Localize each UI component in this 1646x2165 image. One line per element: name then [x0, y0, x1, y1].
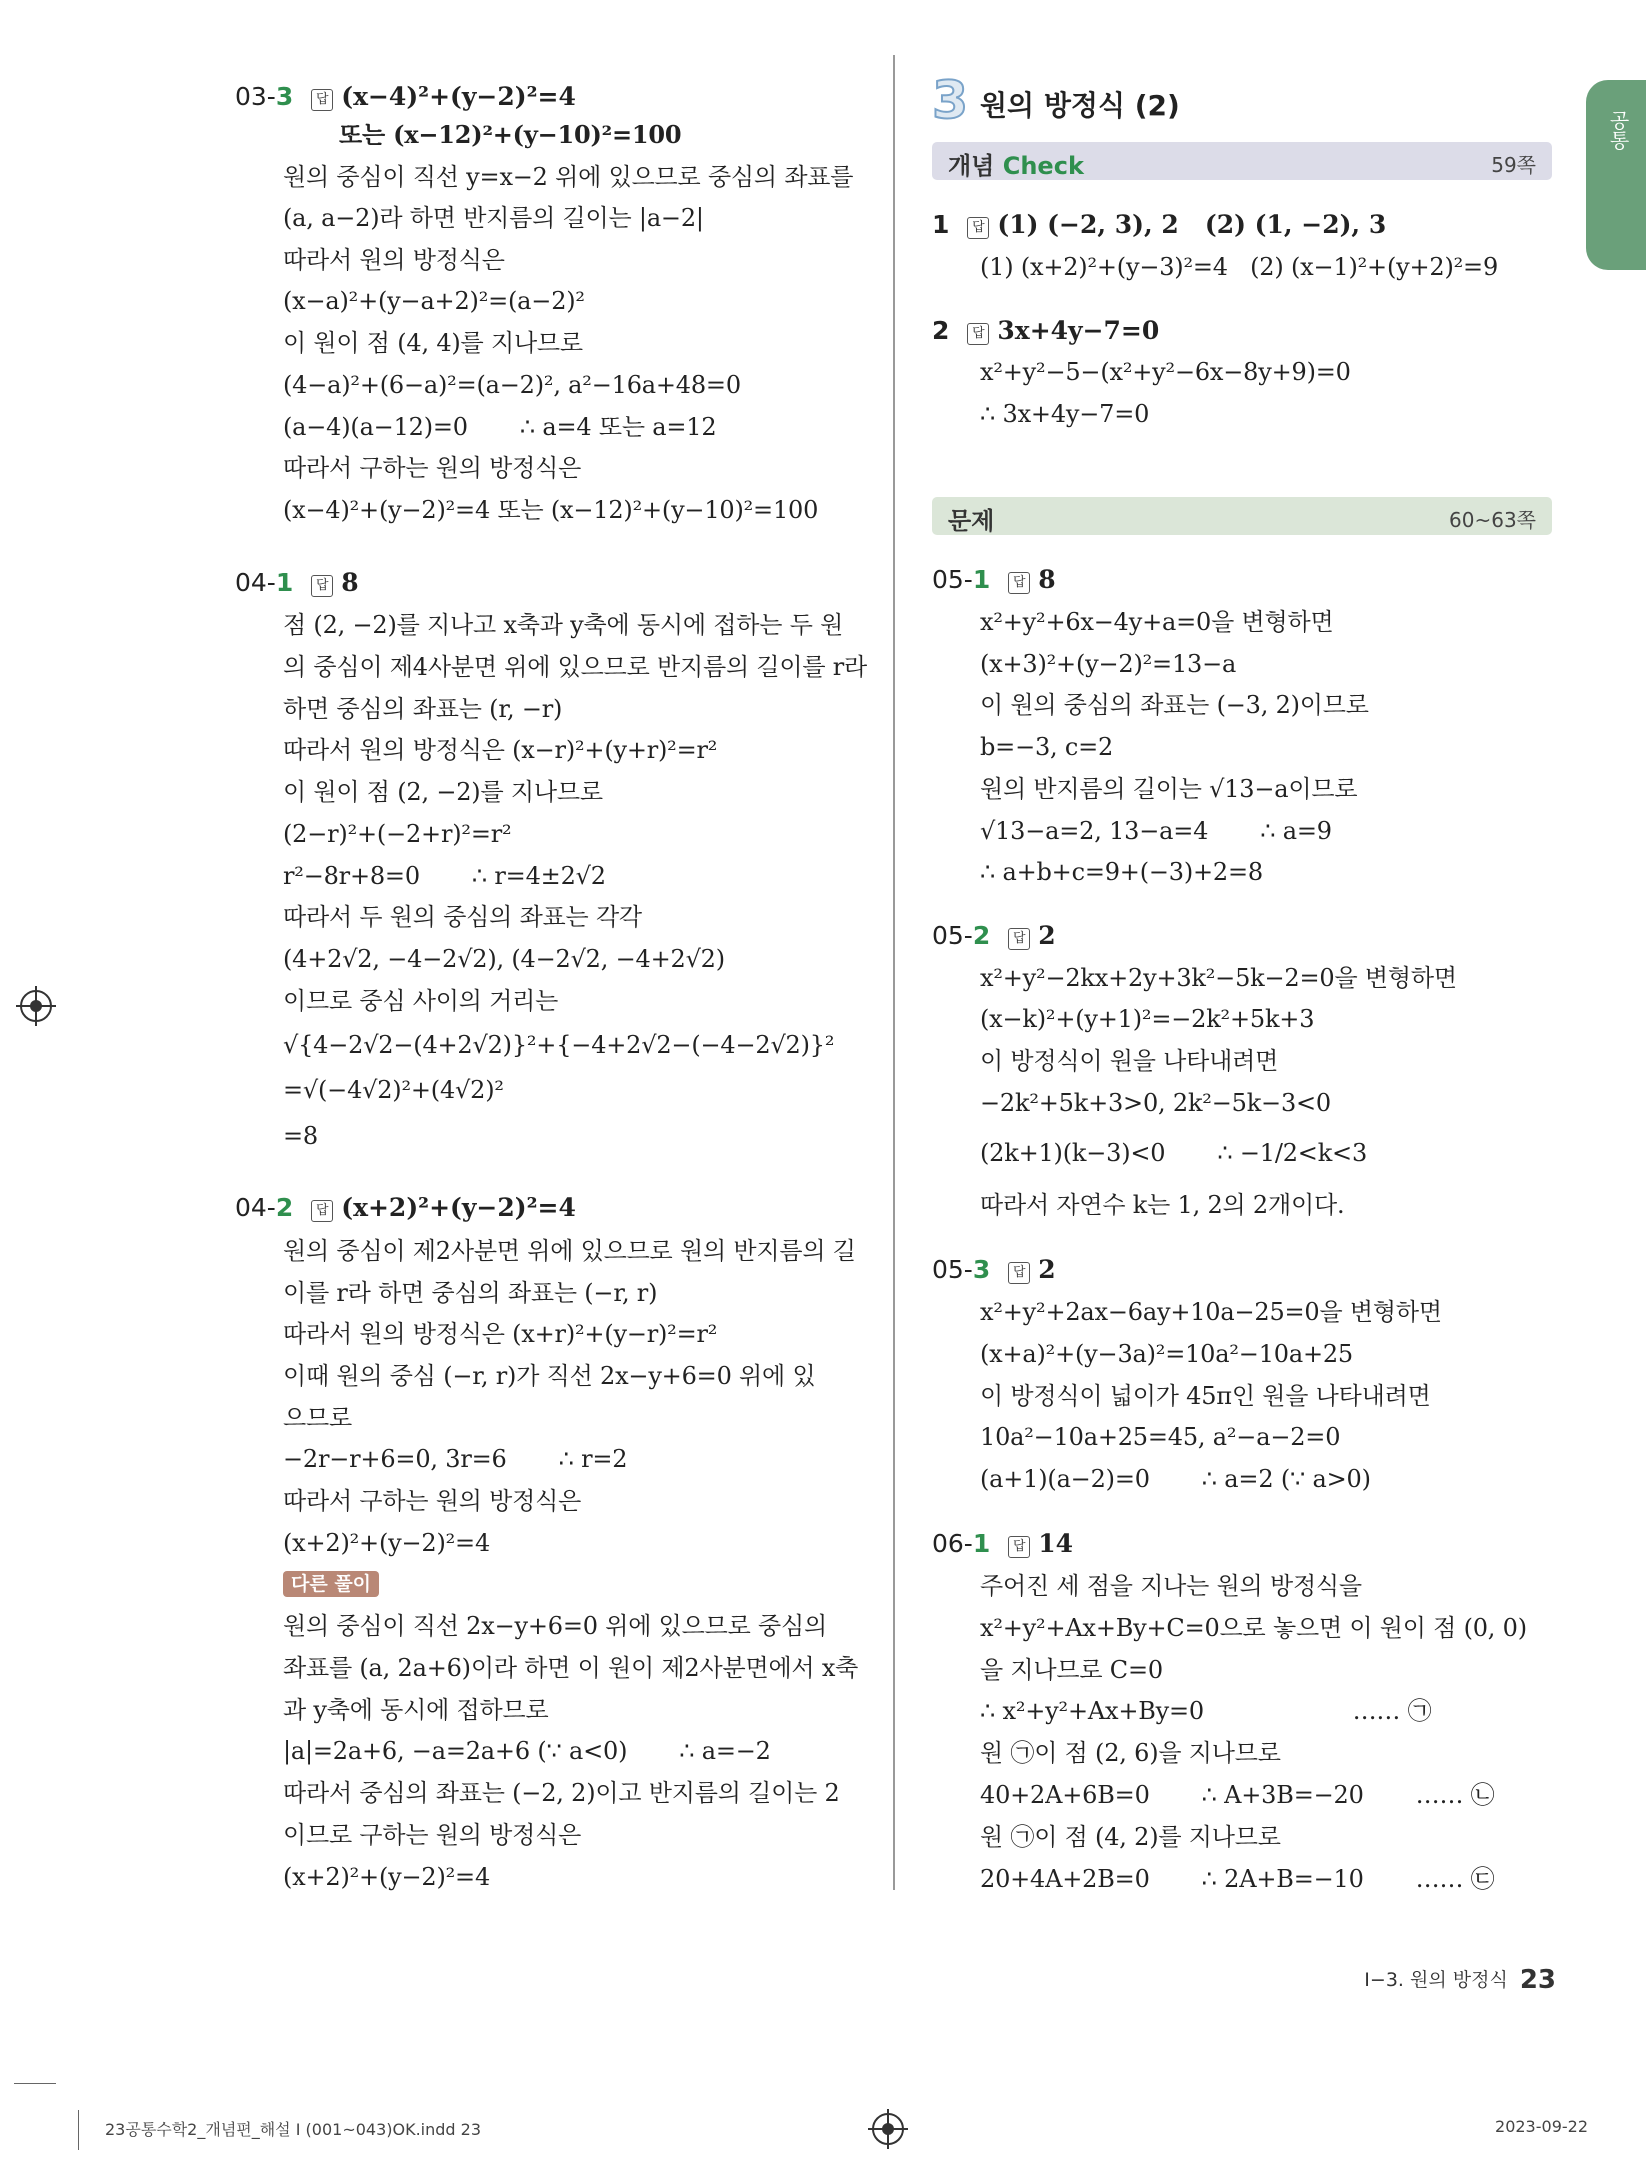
answer-text: (1) (−2, 3), 2 (2) (1, −2), 3 [997, 210, 1387, 239]
solution-line: 따라서 두 원의 중심의 좌표는 각각 [283, 903, 642, 931]
print-date: 2023-09-22 [1495, 2117, 1588, 2136]
answer-text: 8 [341, 568, 359, 597]
solution-line: 원 ㉠이 점 (2, 6)을 지나므로 [980, 1739, 1281, 1767]
solution-line: 과 y축에 동시에 접하므로 [283, 1696, 549, 1724]
answer-text: (x+2)²+(y−2)²=4 [341, 1193, 576, 1222]
answer-mark-icon: 답 [967, 323, 989, 345]
solution-line: 따라서 원의 방정식은 (x−r)²+(y+r)²=r² [283, 736, 718, 764]
solution-line: 하면 중심의 좌표는 (r, −r) [283, 695, 563, 723]
solution-line: x²+y²+6x−4y+a=0을 변형하면 [980, 608, 1334, 636]
solution-line: 이므로 중심 사이의 거리는 [283, 987, 559, 1015]
solution-line: x²+y²+2ax−6ay+10a−25=0을 변형하면 [980, 1298, 1442, 1326]
problem-label-05-3: 05-3 답 2 [932, 1255, 1056, 1284]
solution-line: 이 방정식이 원을 나타내려면 [980, 1047, 1279, 1075]
solution-line: 이므로 구하는 원의 방정식은 [283, 1821, 582, 1849]
section-title: 원의 방정식 (2) [980, 89, 1180, 122]
answer-mark-icon: 답 [1008, 928, 1030, 950]
chapter-side-tab: 공통 [1586, 80, 1646, 270]
solution-line: 주어진 세 점을 지나는 원의 방정식을 [980, 1572, 1362, 1600]
solution-line: 을 지나므로 C=0 [980, 1656, 1163, 1684]
solution-line: 으므로 [283, 1404, 352, 1432]
solution-line: 따라서 구하는 원의 방정식은 [283, 1487, 582, 1515]
footer-chapter: I−3. 원의 방정식 [1364, 1969, 1508, 1991]
solution-line: 원 ㉠이 점 (4, 2)를 지나므로 [980, 1823, 1281, 1851]
solution-line: 따라서 원의 방정식은 [283, 246, 505, 274]
solution-line: ∴ a+b+c=9+(−3)+2=8 [980, 858, 1263, 886]
solution-line: |a|=2a+6, −a=2a+6 (∵ a<0) ∴ a=−2 [283, 1737, 771, 1765]
solution-line: (2−r)²+(−2+r)²=r² [283, 820, 512, 848]
solution-line: (x+3)²+(y−2)²=13−a [980, 650, 1237, 678]
column-divider [893, 55, 895, 1890]
solution-line: 따라서 자연수 k는 1, 2의 2개이다. [980, 1191, 1345, 1219]
answer-text: 3x+4y−7=0 [997, 316, 1160, 345]
solution-line: (x+2)²+(y−2)²=4 [283, 1863, 491, 1891]
check-label-2: 2 답 3x+4y−7=0 [932, 316, 1160, 345]
solution-line: (x+a)²+(y−3a)²=10a²−10a+25 [980, 1340, 1353, 1368]
problem-label-04-2: 04-2 답 (x+2)²+(y−2)²=4 [235, 1193, 576, 1222]
solution-line: (4+2√2, −4−2√2), (4−2√2, −4+2√2) [283, 945, 725, 973]
solution-line: (4−a)²+(6−a)²=(a−2)², a²−16a+48=0 [283, 371, 741, 399]
answer-text: 2 [1038, 921, 1056, 950]
band-label: 문제 [948, 507, 995, 535]
concept-check-band [932, 142, 1552, 180]
problem-label-04-1: 04-1 답 8 [235, 568, 359, 597]
print-filename: 23공통수학2_개념편_해설 I (001~043)OK.indd 23 [105, 2120, 482, 2139]
check-label-1: 1 답 (1) (−2, 3), 2 (2) (1, −2), 3 [932, 210, 1387, 239]
answer-mark-icon: 답 [1008, 1262, 1030, 1284]
print-trim-line [14, 2083, 56, 2084]
solution-line: √{4−2√2−(4+2√2)}²+{−4+2√2−(−4−2√2)}² [283, 1031, 835, 1059]
problem-label-05-1: 05-1 답 8 [932, 565, 1056, 594]
solution-line: (a+1)(a−2)=0 ∴ a=2 (∵ a>0) [980, 1465, 1371, 1493]
solution-line: 이 원이 점 (4, 4)를 지나므로 [283, 329, 583, 357]
solution-line: (2k+1)(k−3)<0 ∴ −1/2<k<3 [980, 1139, 1368, 1167]
problem-label-03-3: 03-3 답 (x−4)²+(y−2)²=4 [235, 82, 576, 111]
solution-line: x²+y²−5−(x²+y²−6x−8y+9)=0 [980, 358, 1351, 386]
solution-line: 이 방정식이 넓이가 45π인 원을 나타내려면 [980, 1382, 1431, 1410]
solution-line: 점 (2, −2)를 지나고 x축과 y축에 동시에 접하는 두 원 [283, 611, 844, 639]
solution-line: x²+y²−2kx+2y+3k²−5k−2=0을 변형하면 [980, 964, 1457, 992]
page-footer [1364, 1965, 1556, 1995]
answer-mark-icon: 답 [311, 89, 333, 111]
solution-line: (x−a)²+(y−a+2)²=(a−2)² [283, 287, 585, 315]
solution-line: −2k²+5k+3>0, 2k²−5k−3<0 [980, 1089, 1331, 1117]
solution-line: (x−4)²+(y−2)²=4 또는 (x−12)²+(y−10)²=100 [283, 496, 819, 524]
page-number: 23 [1519, 1965, 1556, 1995]
solution-line: √13−a=2, 13−a=4 ∴ a=9 [980, 817, 1332, 845]
answer-text: 2 [1038, 1255, 1056, 1284]
solution-line: 원의 중심이 직선 2x−y+6=0 위에 있으므로 중심의 [283, 1612, 827, 1640]
answer-text: 14 [1038, 1529, 1074, 1558]
solution-line: 이 원이 점 (2, −2)를 지나므로 [283, 778, 603, 806]
problem-band [932, 497, 1552, 535]
answer-text: (x−4)²+(y−2)²=4 [341, 82, 576, 111]
answer-text: 8 [1038, 565, 1056, 594]
solution-line: −2r−r+6=0, 3r=6 ∴ r=2 [283, 1445, 628, 1473]
band-page: 59쪽 [1491, 153, 1536, 177]
problem-label-05-2: 05-2 답 2 [932, 921, 1056, 950]
solution-line: 의 중심이 제4사분면 위에 있으므로 반지름의 길이를 r라 [283, 653, 867, 681]
solution-line: 원의 반지름의 길이는 √13−a이므로 [980, 775, 1358, 803]
solution-line: 이를 r라 하면 중심의 좌표는 (−r, r) [283, 1279, 658, 1307]
answer-mark-icon: 답 [967, 217, 989, 239]
alt-solution-tag: 다른 풀이 [283, 1571, 379, 1597]
registration-mark-icon [872, 2113, 904, 2145]
solution-line: 원의 중심이 제2사분면 위에 있으므로 원의 반지름의 길 [283, 1237, 856, 1265]
solution-line: ∴ 3x+4y−7=0 [980, 400, 1150, 428]
solution-line: ∴ x²+y²+Ax+By=0 …… ㉠ [980, 1697, 1432, 1725]
band-page: 60~63쪽 [1449, 508, 1536, 532]
solution-line: (a−4)(a−12)=0 ∴ a=4 또는 a=12 [283, 413, 717, 441]
problem-label-06-1: 06-1 답 14 [932, 1529, 1074, 1558]
solution-line: 40+2A+6B=0 ∴ A+3B=−20 …… ㉡ [980, 1781, 1495, 1809]
answer-text-2: 또는 (x−12)²+(y−10)²=100 [339, 120, 682, 149]
solution-line: (x−k)²+(y+1)²=−2k²+5k+3 [980, 1005, 1315, 1033]
solution-line: 원의 중심이 직선 y=x−2 위에 있으므로 중심의 좌표를 [283, 163, 854, 191]
solution-line: 좌표를 (a, 2a+6)이라 하면 이 원이 제2사분면에서 x축 [283, 1654, 859, 1682]
band-label-check: Check [1002, 152, 1084, 180]
print-trim-line [78, 2110, 79, 2150]
solution-line: 따라서 중심의 좌표는 (−2, 2)이고 반지름의 길이는 2 [283, 1779, 840, 1807]
solution-line: 10a²−10a+25=45, a²−a−2=0 [980, 1423, 1341, 1451]
solution-line: 이때 원의 중심 (−r, r)가 직선 2x−y+6=0 위에 있 [283, 1362, 816, 1390]
solution-line: b=−3, c=2 [980, 733, 1114, 761]
solution-line: x²+y²+Ax+By+C=0으로 놓으면 이 원이 점 (0, 0) [980, 1614, 1527, 1642]
registration-mark-icon [20, 990, 52, 1022]
answer-mark-icon: 답 [1008, 1536, 1030, 1558]
solution-line: 20+4A+2B=0 ∴ 2A+B=−10 …… ㉢ [980, 1865, 1495, 1893]
answer-mark-icon: 답 [1008, 572, 1030, 594]
solution-line: =√(−4√2)²+(4√2)² [283, 1076, 504, 1104]
solution-line: (1) (x+2)²+(y−3)²=4 (2) (x−1)²+(y+2)²=9 [980, 253, 1499, 281]
section-number: 3 [932, 71, 969, 131]
solution-line: r²−8r+8=0 ∴ r=4±2√2 [283, 862, 606, 890]
solution-line: =8 [283, 1122, 318, 1150]
answer-mark-icon: 답 [311, 575, 333, 597]
answer-mark-icon: 답 [311, 1200, 333, 1222]
solution-line: 이 원의 중심의 좌표는 (−3, 2)이므로 [980, 691, 1369, 719]
solution-line: 따라서 원의 방정식은 (x+r)²+(y−r)²=r² [283, 1320, 718, 1348]
solution-line: (a, a−2)라 하면 반지름의 길이는 |a−2| [283, 204, 704, 232]
solution-line: (x+2)²+(y−2)²=4 [283, 1529, 491, 1557]
band-label: 개념 [948, 152, 1003, 180]
solution-line: 따라서 구하는 원의 방정식은 [283, 454, 582, 482]
